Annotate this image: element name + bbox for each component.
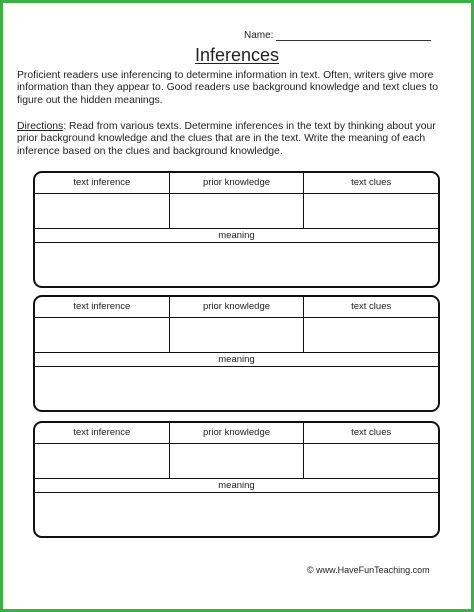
meaning-header: meaning [35, 229, 438, 243]
header-text-clues: text clues [303, 297, 438, 317]
header-prior-knowledge: prior knowledge [169, 173, 304, 193]
header-text-clues: text clues [303, 423, 438, 443]
text-inference-cell[interactable] [35, 194, 169, 228]
text-clues-cell[interactable] [303, 444, 438, 478]
intro-paragraph: Proficient readers use inferencing to determine information in text. Often, writers give more information than they appear to. Good readers use background knowledge and text clues to figure out the hidden meanings. [17, 70, 439, 106]
directions-text: : Read from various texts. Determine inferences in the text by thinking about your prior background knowledge and the clues that are in the text. Write the meaning of each inference based on the clues and background knowledge. [17, 121, 436, 157]
directions-paragraph [17, 121, 457, 158]
prior-knowledge-cell[interactable] [169, 194, 304, 228]
directions-label: Directions [17, 121, 64, 132]
inference-block-3 [33, 421, 440, 538]
footer-copyright: © www.HaveFunTeaching.com [307, 565, 430, 575]
column-headers [35, 297, 438, 318]
inference-block-1 [33, 171, 440, 288]
column-headers [35, 173, 438, 194]
inference-block-2 [33, 295, 440, 412]
header-text-inference: text inference [73, 427, 131, 438]
prior-knowledge-cell[interactable] [169, 444, 304, 478]
prior-knowledge-cell[interactable] [169, 318, 304, 352]
text-clues-cell[interactable] [303, 194, 438, 228]
text-clues-cell[interactable] [303, 318, 438, 352]
column-headers [35, 423, 438, 444]
meaning-header: meaning [35, 479, 438, 493]
header-text-inference: text inference [73, 177, 131, 188]
header-prior-knowledge: prior knowledge [169, 297, 304, 317]
answer-row [35, 444, 438, 479]
header-text-inference: text inference [73, 301, 131, 312]
meaning-cell[interactable] [35, 367, 438, 410]
page-title: Inferences [194, 45, 280, 65]
answer-row [35, 318, 438, 353]
header-text-clues: text clues [303, 173, 438, 193]
text-inference-cell[interactable] [35, 444, 169, 478]
answer-row [35, 194, 438, 229]
name-label: Name: [244, 30, 274, 41]
meaning-header: meaning [35, 353, 438, 367]
text-inference-cell[interactable] [35, 318, 169, 352]
meaning-cell[interactable] [35, 493, 438, 536]
name-field[interactable] [276, 40, 431, 41]
header-prior-knowledge: prior knowledge [169, 423, 304, 443]
meaning-cell[interactable] [35, 243, 438, 286]
